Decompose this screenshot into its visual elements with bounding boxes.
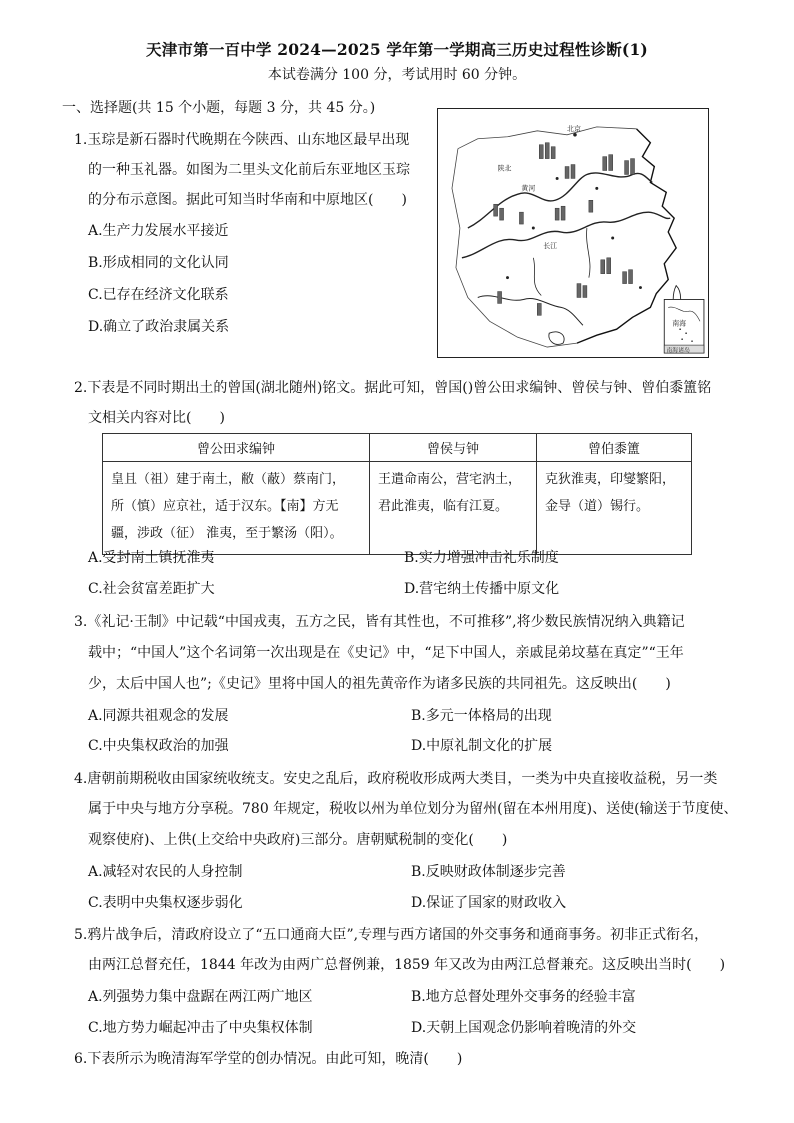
tributary xyxy=(587,228,590,278)
map-label-yellow-river: 黄河 xyxy=(521,184,536,193)
q1-option-c[interactable]: C.已存在经济文化联系 xyxy=(88,287,229,303)
yangtze-river xyxy=(462,212,670,258)
site-marker xyxy=(607,258,611,274)
table-header: 曾伯黍簠 xyxy=(537,434,692,462)
q2-option-d[interactable]: D.营宅纳土传播中原文化 xyxy=(404,581,560,597)
q3-option-c[interactable]: C.中央集权政治的加强 xyxy=(88,738,229,754)
site-dot xyxy=(556,177,559,180)
q3-line-3: 少，太后中国人也”;《史记》里将中国人的祖先黄帝作为诸多民族的共同祖先。这反映出( ) xyxy=(88,676,671,692)
q4-option-d[interactable]: D.保证了国家的财政收入 xyxy=(411,895,567,911)
site-marker xyxy=(577,284,581,298)
map-label-yangtze: 长江 xyxy=(543,241,558,250)
site-markers xyxy=(494,143,635,316)
q6-line-1: 6.下表所示为晚清海军学堂的创办情况。由此可知，晚清( ) xyxy=(74,1051,463,1067)
table-cell xyxy=(103,462,370,555)
site-marker xyxy=(494,204,498,216)
site-marker xyxy=(623,272,627,284)
site-marker xyxy=(500,208,504,220)
site-marker xyxy=(498,292,502,304)
site-marker xyxy=(583,286,587,298)
q1-option-d[interactable]: D.确立了政治隶属关系 xyxy=(88,319,230,335)
site-marker xyxy=(545,143,549,159)
map-label-shaanbei: 陕北 xyxy=(497,164,512,173)
inscription-table xyxy=(102,433,692,555)
cell-line: 皇且（祖）建于南土，敝（蔽）蔡南门， xyxy=(111,472,346,487)
cell-line: 所（慎）应京社，适于汉东。【南】方无 xyxy=(111,499,339,514)
map-svg xyxy=(438,109,708,357)
q3-option-b[interactable]: B.多元一体格局的出现 xyxy=(411,708,552,724)
site-marker xyxy=(629,270,633,284)
table-header: 曾侯与钟 xyxy=(370,434,537,462)
site-dot xyxy=(532,227,535,230)
q3-line-2: 载中；“中国人”这个名词第一次出现是在《史记》中，“足下中国人，亲戚昆弟坟墓在真定”“王年 xyxy=(88,645,684,661)
site-marker xyxy=(603,157,607,171)
q4-option-b[interactable]: B.反映财政体制逐步完善 xyxy=(411,864,566,880)
site-marker xyxy=(609,155,613,171)
inset-island xyxy=(685,332,687,334)
site-dot xyxy=(611,236,614,239)
site-dot xyxy=(506,276,509,279)
q1-line-3: 的分布示意图。据此可知当时华南和中原地区( ) xyxy=(88,192,407,208)
site-dots xyxy=(506,133,642,289)
hainan-island xyxy=(549,332,564,344)
q5-option-d[interactable]: D.天朝上国观念仍影响着晚清的外交 xyxy=(411,1020,637,1036)
q5-line-2: 由两江总督充任，1844 年改为由两广总督例兼，1859 年又改为由两江总督兼充。这反映出当时( ) xyxy=(88,957,726,973)
table-cell xyxy=(370,462,537,555)
exam-title: 天津市第一百中学 2024—2025 学年第一学期高三历史过程性诊断(1) xyxy=(146,40,648,59)
site-marker xyxy=(519,212,523,224)
table-header-row xyxy=(103,434,692,462)
inset-island xyxy=(679,328,681,330)
q4-line-3: 观察使府)、上供(上交给中央政府)三部分。唐朝赋税制的变化( ) xyxy=(88,832,508,848)
site-marker xyxy=(565,167,569,179)
q2-option-c[interactable]: C.社会贫富差距扩大 xyxy=(88,581,215,597)
inset-island xyxy=(681,338,683,340)
q2-line-1: 2.下表是不同时期出土的曾国(湖北随州)铭文。据此可知，曾国()曾公田求编钟、曾侯与钟、曾伯黍簠铭 xyxy=(74,380,712,396)
site-marker xyxy=(539,145,543,159)
q1-option-a[interactable]: A.生产力发展水平接近 xyxy=(88,223,229,239)
q5-option-c[interactable]: C.地方势力崛起冲击了中央集权体制 xyxy=(88,1020,313,1036)
q1-line-2: 的一种玉礼器。如图为二里头文化前后东亚地区玉琮 xyxy=(88,162,410,178)
q3-option-d[interactable]: D.中原礼制文化的扩展 xyxy=(411,738,553,754)
q5-option-a[interactable]: A.列强势力集中盘踞在两江两广地区 xyxy=(88,989,313,1005)
q4-line-1: 4.唐朝前期税收由国家统收统支。安史之乱后，政府税收形成两大类目，一类为中央直接收益税，另一类 xyxy=(74,771,718,787)
jade-cong-distribution-map xyxy=(437,108,709,358)
site-dot xyxy=(595,187,598,190)
site-marker xyxy=(555,208,559,220)
site-marker xyxy=(625,161,629,175)
q5-line-1: 5.鸦片战争后，清政府设立了“五口通商大臣”,专理与西方诸国的外交事务和通商事务。初非正式衔名， xyxy=(74,927,709,943)
map-label-islands: 南海诸岛 xyxy=(666,347,691,355)
q2-line-2: 文相关内容对比( ) xyxy=(88,410,225,426)
table-cell xyxy=(537,462,692,555)
section-heading: 一、选择题(共 15 个小题，每题 3 分，共 45 分。) xyxy=(62,100,376,116)
q2-option-b[interactable]: B.实力增强冲击礼乐制度 xyxy=(404,550,559,566)
map-label-beijing: 北京 xyxy=(567,124,581,133)
tributary xyxy=(533,258,541,296)
site-marker xyxy=(631,159,635,175)
cell-line: 王遣命南公，营宅汭土， xyxy=(378,472,522,487)
site-marker xyxy=(571,165,575,179)
cell-line: 疆，涉政（征） 淮夷，至于繁汤（阳）。 xyxy=(111,526,343,541)
site-dot xyxy=(573,133,577,137)
site-dot xyxy=(639,286,642,289)
q3-line-1: 3.《礼记·王制》中记载“中国戎夷，五方之民，皆有其性也，不可推移”,将少数民族情况纳入典籍记 xyxy=(74,614,685,630)
table-header: 曾公田求编钟 xyxy=(103,434,370,462)
site-marker xyxy=(551,147,555,159)
site-marker xyxy=(537,303,541,315)
site-marker xyxy=(561,206,565,220)
q4-line-2: 属于中央与地方分享税。780 年规定，税收以州为单位划分为留州(留在本州用度)、送使(输送于节度使、 xyxy=(88,801,738,817)
q1-line-1: 1.玉琮是新石器时代晚期在今陕西、山东地区最早出现 xyxy=(74,132,410,148)
cell-line: 君此淮夷，临有江夏。 xyxy=(378,499,509,514)
pearl-river xyxy=(478,296,583,325)
q1-option-b[interactable]: B.形成相同的文化认同 xyxy=(88,255,229,271)
site-marker xyxy=(589,200,593,212)
exam-subtitle: 本试卷满分 100 分，考试用时 60 分钟。 xyxy=(267,67,527,83)
table-row xyxy=(103,462,692,555)
cell-line: 金导（道）锡行。 xyxy=(545,499,650,514)
q4-option-c[interactable]: C.表明中央集权逐步弱化 xyxy=(88,895,243,911)
map-label-south-sea: 南海 xyxy=(672,319,687,328)
q4-option-a[interactable]: A.减轻对农民的人身控制 xyxy=(88,864,243,880)
site-marker xyxy=(601,260,605,274)
q3-option-a[interactable]: A.同源共祖观念的发展 xyxy=(88,708,229,724)
q5-option-b[interactable]: B.地方总督处理外交事务的经验丰富 xyxy=(411,989,636,1005)
cell-line: 克狄淮夷，印燮繁阳， xyxy=(545,472,676,487)
q2-option-a[interactable]: A.受封南土镇抚淮夷 xyxy=(88,550,215,566)
inset-island xyxy=(691,340,693,342)
